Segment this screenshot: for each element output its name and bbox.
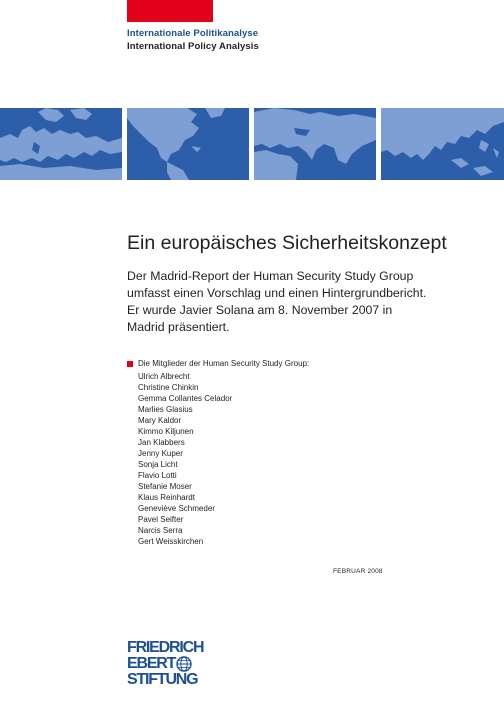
list-item: Stefanie Moser	[138, 482, 192, 491]
middle-east-map-icon	[254, 108, 376, 180]
list-item: Marlies Glasius	[138, 405, 193, 414]
members-heading	[127, 359, 309, 368]
fes-logo	[127, 640, 215, 690]
americas-map-icon	[127, 108, 249, 180]
list-item: Jenny Kuper	[138, 449, 183, 458]
list-item: Christine Chinkin	[138, 383, 199, 392]
logo-line-3: STIFTUNG	[127, 671, 198, 688]
list-item: Kimmo Kiljunen	[138, 427, 194, 436]
series-title-german: Internationale Politikanalyse	[127, 28, 259, 39]
list-item: Gemma Collantes Celador	[138, 394, 233, 403]
square-bullet-icon	[127, 361, 133, 367]
members-heading-text: Die Mitglieder der Human Security Study Group:	[138, 359, 310, 368]
europe-map-icon	[0, 108, 122, 180]
list-item: Narcis Serra	[138, 526, 183, 535]
list-item: Flavio Lotti	[138, 471, 177, 480]
list-item: Gert Weisskirchen	[138, 537, 204, 546]
publication-date: FEBRUAR 2008	[333, 568, 383, 575]
asia-map-icon	[381, 108, 504, 180]
list-item: Pavel Seifter	[138, 515, 184, 524]
list-item: Mary Kaldor	[138, 416, 182, 425]
globe-icon	[176, 656, 192, 672]
list-item: Ulrich Albrecht	[138, 372, 190, 381]
list-item: Sonja Licht	[138, 460, 178, 469]
world-map-banner	[0, 108, 504, 180]
list-item: Jan Klabbers	[138, 438, 185, 447]
document-subtitle: Der Madrid-Report der Human Security Study Group umfasst einen Vorschlag und einen Hintergrundbericht. Er wurde Javier Solana am 8. November 2007 in Madrid präsentiert.	[127, 269, 427, 334]
logo-line-1: FRIEDRICH	[127, 639, 204, 656]
series-title-english: International Policy Analysis	[127, 41, 259, 52]
logo-line-2: EBERT	[127, 655, 176, 672]
list-item: Geneviève Schmeder	[138, 504, 215, 513]
header-accent-bar	[127, 0, 213, 22]
document-title: Ein europäisches Sicherheitskonzept	[127, 232, 447, 254]
list-item: Klaus Reinhardt	[138, 493, 195, 502]
members-list	[138, 371, 232, 547]
